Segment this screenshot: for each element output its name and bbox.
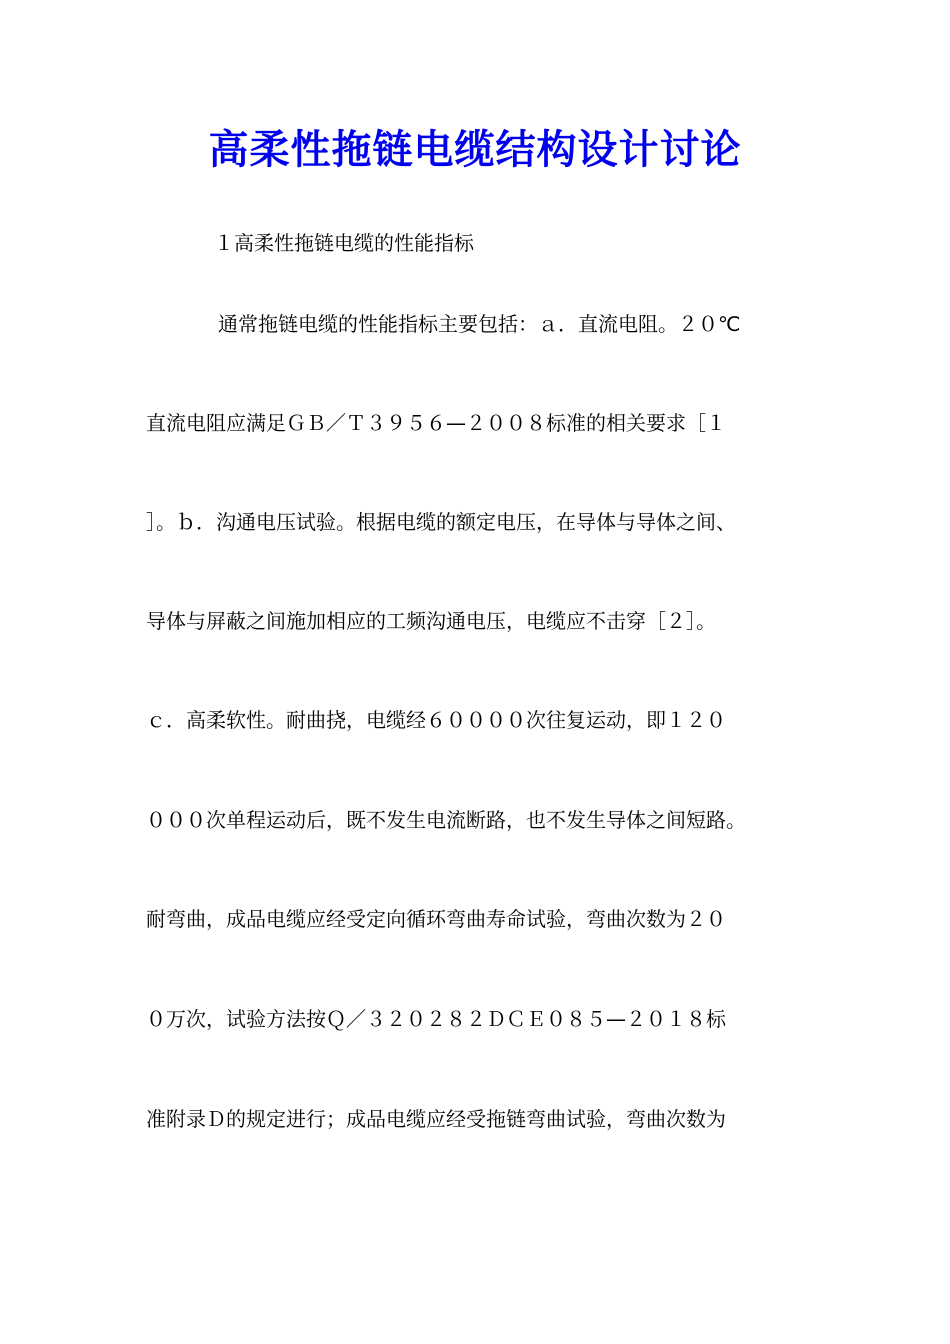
body-line-4: 导体与屏蔽之间施加相应的工频沟通电压，电缆应不击穿［２］。: [146, 609, 716, 633]
body-line-7: 耐弯曲，成品电缆应经受定向循环弯曲寿命试验，弯曲次数为２０: [146, 907, 726, 931]
body-line-3: ］。ｂ．沟通电压试验。根据电缆的额定电压，在导体与导体之间、: [146, 510, 736, 534]
body-line-5: ｃ．高柔软性。耐曲挠，电缆经６００００次往复运动，即１２０: [146, 708, 726, 732]
body-line-9: 准附录Ｄ的规定进行；成品电缆应经受拖链弯曲试验，弯曲次数为: [146, 1107, 726, 1131]
body-line-6: ０００次单程运动后，既不发生电流断路，也不发生导体之间短路。: [146, 808, 746, 832]
document-title: 高柔性拖链电缆结构设计讨论: [208, 126, 742, 173]
body-line-1: 通常拖链电缆的性能指标主要包括：ａ．直流电阻。２０℃: [218, 312, 741, 336]
body-line-2: 直流电阻应满足ＧＢ／Ｔ３９５６—２００８标准的相关要求［１: [146, 411, 726, 435]
body-line-8: ０万次，试验方法按Ｑ／３２０２８２ＤＣＥ０８５—２０１８标: [146, 1007, 726, 1031]
section-heading: １高柔性拖链电缆的性能指标: [214, 231, 474, 255]
